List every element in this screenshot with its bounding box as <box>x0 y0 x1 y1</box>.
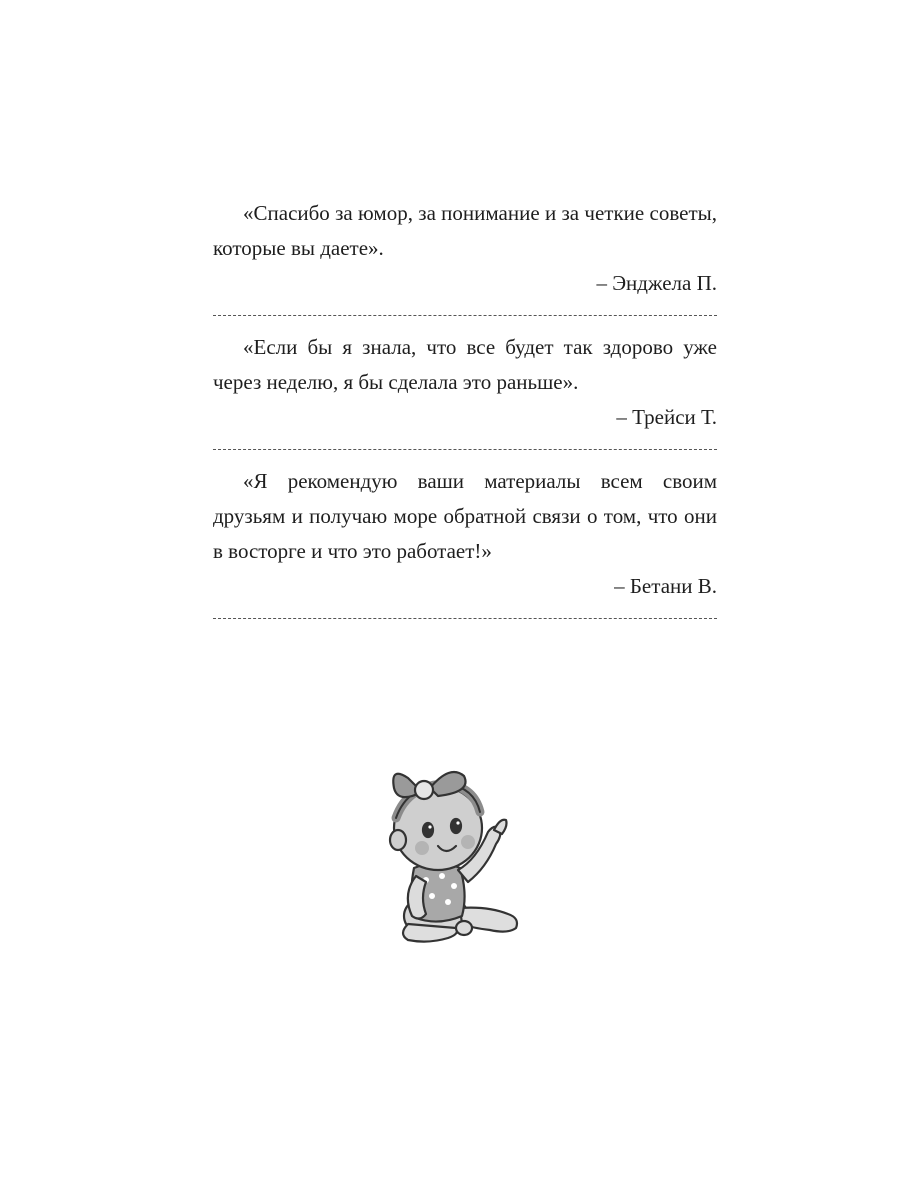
right-eye-shape <box>451 819 461 833</box>
bow-knot-shape <box>415 781 433 799</box>
testimonial-quote: «Если бы я знала, что все будет так здорово уже через неделю, я бы сделала это раньше». <box>213 335 717 394</box>
ear-shape <box>390 830 406 850</box>
testimonial <box>213 330 717 435</box>
dashed-divider <box>213 618 717 619</box>
testimonials-list <box>213 196 717 633</box>
testimonial <box>213 196 717 301</box>
testimonial-quote: «Я рекомендую ваши материалы всем своим друзьям и получаю море обратной связи о том, что они в восторге и что это работает!» <box>213 469 717 563</box>
dashed-divider <box>213 315 717 316</box>
testimonial-author: – Энджела П. <box>596 271 717 295</box>
dashed-divider <box>213 449 717 450</box>
baby-girl-illustration-icon <box>368 748 528 948</box>
testimonial <box>213 464 717 604</box>
testimonial-author: – Трейси Т. <box>616 405 717 429</box>
left-foot-shape <box>403 924 457 942</box>
left-eye-shape <box>423 823 433 837</box>
pointing-finger-shape <box>494 820 507 834</box>
testimonial-author: – Бетани В. <box>614 574 717 598</box>
left-arm-shape <box>408 876 426 919</box>
right-cheek-shape <box>461 835 475 849</box>
testimonial-quote: «Спасибо за юмор, за понимание и за четкие советы, которые вы даете». <box>213 201 717 260</box>
hand-shape <box>456 921 472 935</box>
left-cheek-shape <box>415 841 429 855</box>
